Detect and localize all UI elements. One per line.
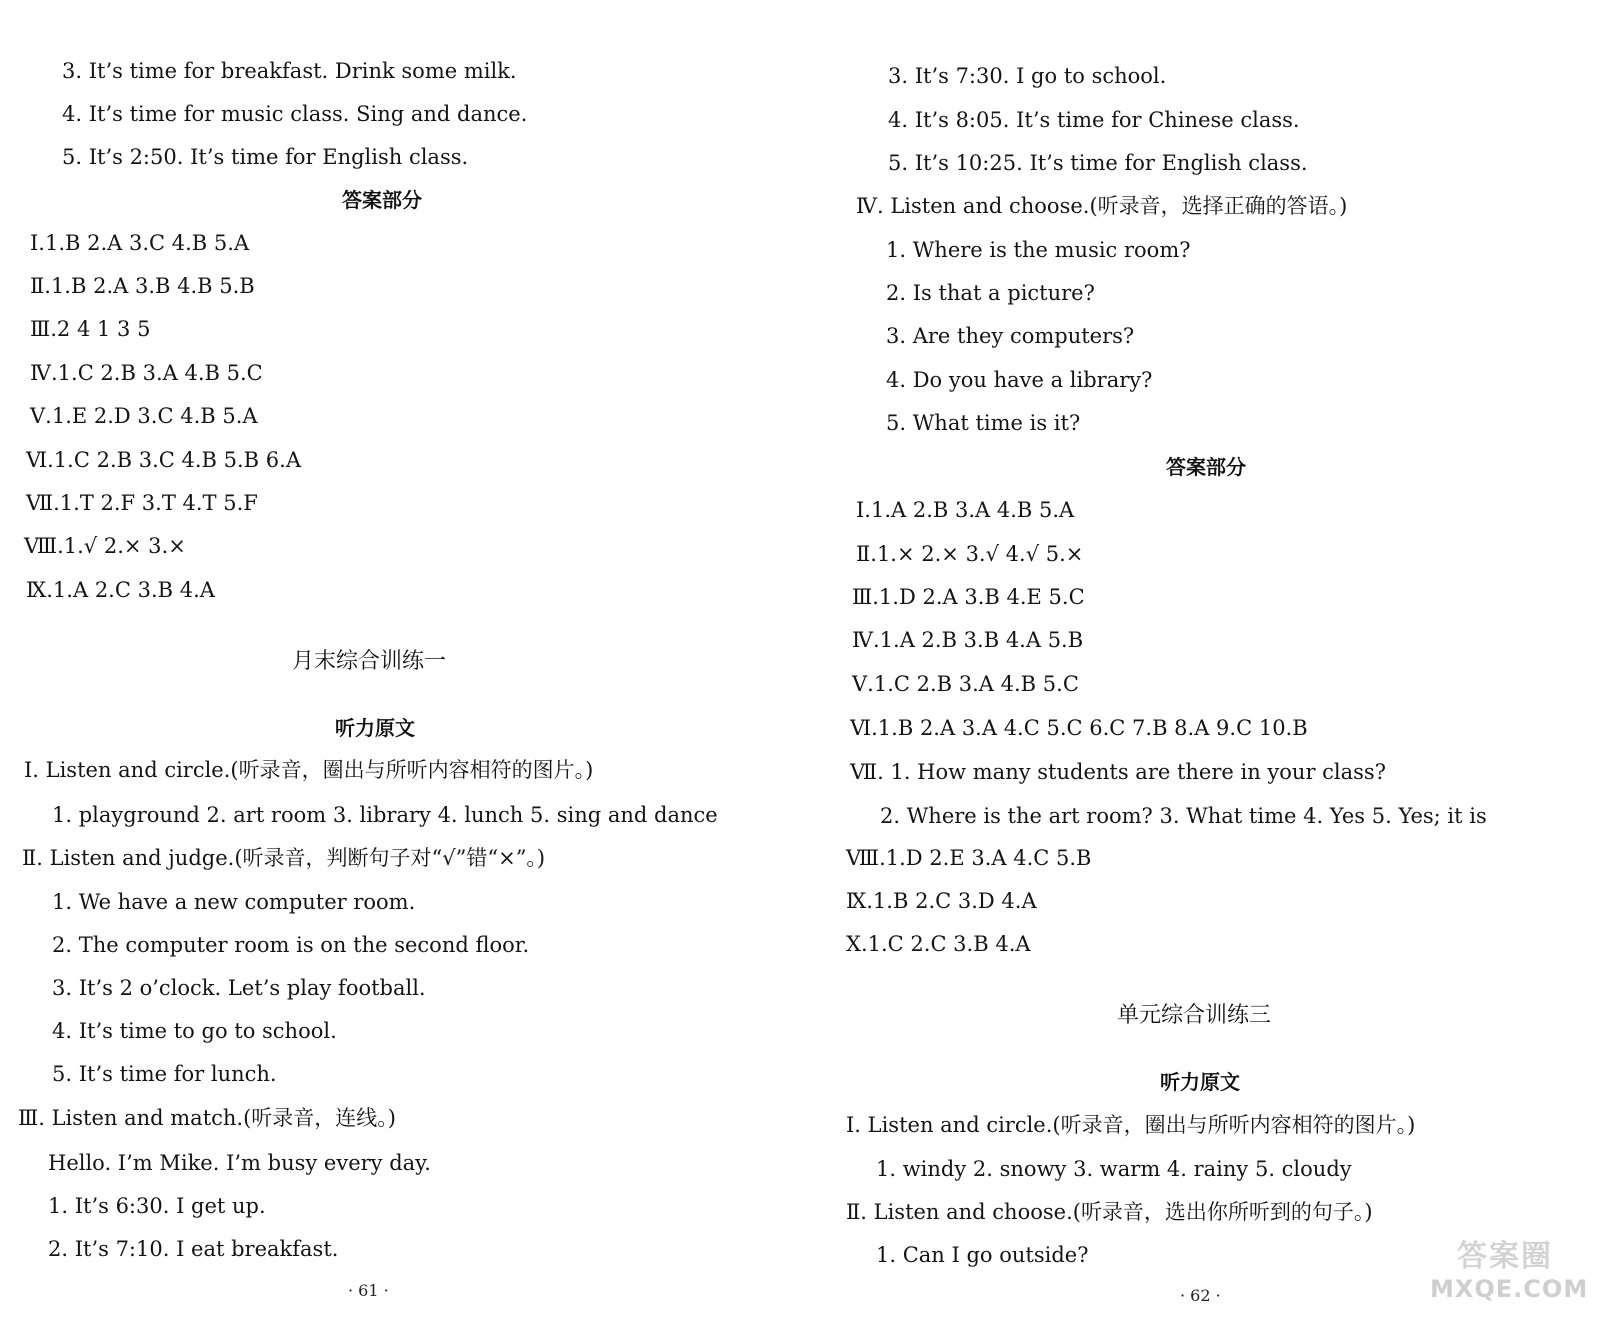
answer-line: Ⅴ.1.E 2.D 3.C 4.B 5.A xyxy=(30,404,258,428)
question-heading: Ⅰ. Listen and circle.(听录音，圈出与所听内容相符的图片。) xyxy=(846,1113,1416,1137)
script-line: 5. It’s time for lunch. xyxy=(52,1062,277,1086)
question-heading: Ⅰ. Listen and circle.(听录音，圈出与所听内容相符的图片。) xyxy=(24,758,594,782)
page-number: · 62 · xyxy=(1180,1286,1221,1305)
answer-line: Ⅲ.1.D 2.A 3.B 4.E 5.C xyxy=(852,585,1085,609)
script-line: 1. Can I go outside? xyxy=(876,1243,1089,1267)
question-heading: Ⅱ. Listen and judge.(听录音，判断句子对“√”错“×”。) xyxy=(22,846,546,870)
script-line: 5. What time is it? xyxy=(886,411,1081,435)
answer-line: Ⅳ.1.A 2.B 3.B 4.A 5.B xyxy=(852,628,1084,652)
watermark-text: 答案圈 xyxy=(1457,1239,1553,1274)
script-line: Hello. I’m Mike. I’m busy every day. xyxy=(48,1151,431,1175)
answer-line: Ⅰ.1.B 2.A 3.C 4.B 5.A xyxy=(30,231,250,255)
answer-line: Ⅵ.1.B 2.A 3.A 4.C 5.C 6.C 7.B 8.A 9.C 10.B xyxy=(850,716,1308,740)
answer-line: Ⅸ.1.B 2.C 3.D 4.A xyxy=(846,889,1037,913)
section-title: 单元综合训练三 xyxy=(1117,1003,1272,1028)
script-line: 4. It’s 8:05. It’s time for Chinese class. xyxy=(888,108,1300,132)
answer-line: 2. Where is the art room? 3. What time 4. Yes 5. Yes; it is xyxy=(880,804,1487,828)
answer-line: Ⅰ.1.A 2.B 3.A 4.B 5.A xyxy=(856,498,1075,522)
answer-line: Ⅷ.1.√ 2.× 3.× xyxy=(24,534,186,558)
script-line: 3. It’s 2 o’clock. Let’s play football. xyxy=(52,976,426,1000)
script-line: 1. Where is the music room? xyxy=(886,238,1191,262)
script-line: 1. playground 2. art room 3. library 4. lunch 5. sing and dance xyxy=(52,803,718,827)
script-line: 2. It’s 7:10. I eat breakfast. xyxy=(48,1237,339,1261)
answers-heading: 答案部分 xyxy=(342,188,422,212)
script-line: 5. It’s 10:25. It’s time for English class. xyxy=(888,151,1308,175)
watermark-url: MXQE.COM xyxy=(1430,1275,1589,1303)
script-line: 2. Is that a picture? xyxy=(886,281,1095,305)
answer-line: Ⅵ.1.C 2.B 3.C 4.B 5.B 6.A xyxy=(26,448,301,472)
answer-line: Ⅳ.1.C 2.B 3.A 4.B 5.C xyxy=(30,361,263,385)
page-number: · 61 · xyxy=(348,1281,389,1300)
script-heading: 听力原文 xyxy=(1160,1070,1240,1094)
question-heading: Ⅳ. Listen and choose.(听录音，选择正确的答语。) xyxy=(856,194,1348,218)
answer-line: Ⅲ.2 4 1 3 5 xyxy=(30,317,151,341)
answer-line: Ⅱ.1.× 2.× 3.√ 4.√ 5.× xyxy=(856,542,1084,566)
script-line: 4. It’s time to go to school. xyxy=(52,1019,337,1043)
answer-line: Ⅸ.1.A 2.C 3.B 4.A xyxy=(26,578,215,602)
script-line: 3. It’s 7:30. I go to school. xyxy=(888,64,1167,88)
answer-line: Ⅷ.1.D 2.E 3.A 4.C 5.B xyxy=(846,846,1092,870)
watermark xyxy=(1430,1231,1589,1321)
answer-line: Ⅴ.1.C 2.B 3.A 4.B 5.C xyxy=(852,672,1079,696)
script-line: 4. It’s time for music class. Sing and dance. xyxy=(62,102,528,126)
script-line: 1. It’s 6:30. I get up. xyxy=(48,1194,266,1218)
question-heading: Ⅱ. Listen and choose.(听录音，选出你所听到的句子。) xyxy=(846,1200,1373,1224)
script-line: 3. It’s time for breakfast. Drink some milk. xyxy=(62,59,517,83)
script-line: 1. We have a new computer room. xyxy=(52,890,416,914)
section-title: 月末综合训练一 xyxy=(292,649,447,674)
answer-line: Ⅶ. 1. How many students are there in your class? xyxy=(850,760,1386,784)
script-line: 5. It’s 2:50. It’s time for English class. xyxy=(62,145,469,169)
script-line: 3. Are they computers? xyxy=(886,324,1135,348)
answer-line: Ⅱ.1.B 2.A 3.B 4.B 5.B xyxy=(30,274,255,298)
question-heading: Ⅲ. Listen and match.(听录音，连线。) xyxy=(18,1106,396,1130)
script-line: 2. The computer room is on the second floor. xyxy=(52,933,530,957)
script-heading: 听力原文 xyxy=(335,716,415,740)
script-line: 4. Do you have a library? xyxy=(886,368,1153,392)
answer-line: Ⅹ.1.C 2.C 3.B 4.A xyxy=(846,932,1031,956)
answers-heading: 答案部分 xyxy=(1166,455,1246,479)
script-line: 1. windy 2. snowy 3. warm 4. rainy 5. cloudy xyxy=(876,1157,1352,1181)
answer-line: Ⅶ.1.T 2.F 3.T 4.T 5.F xyxy=(26,491,258,515)
